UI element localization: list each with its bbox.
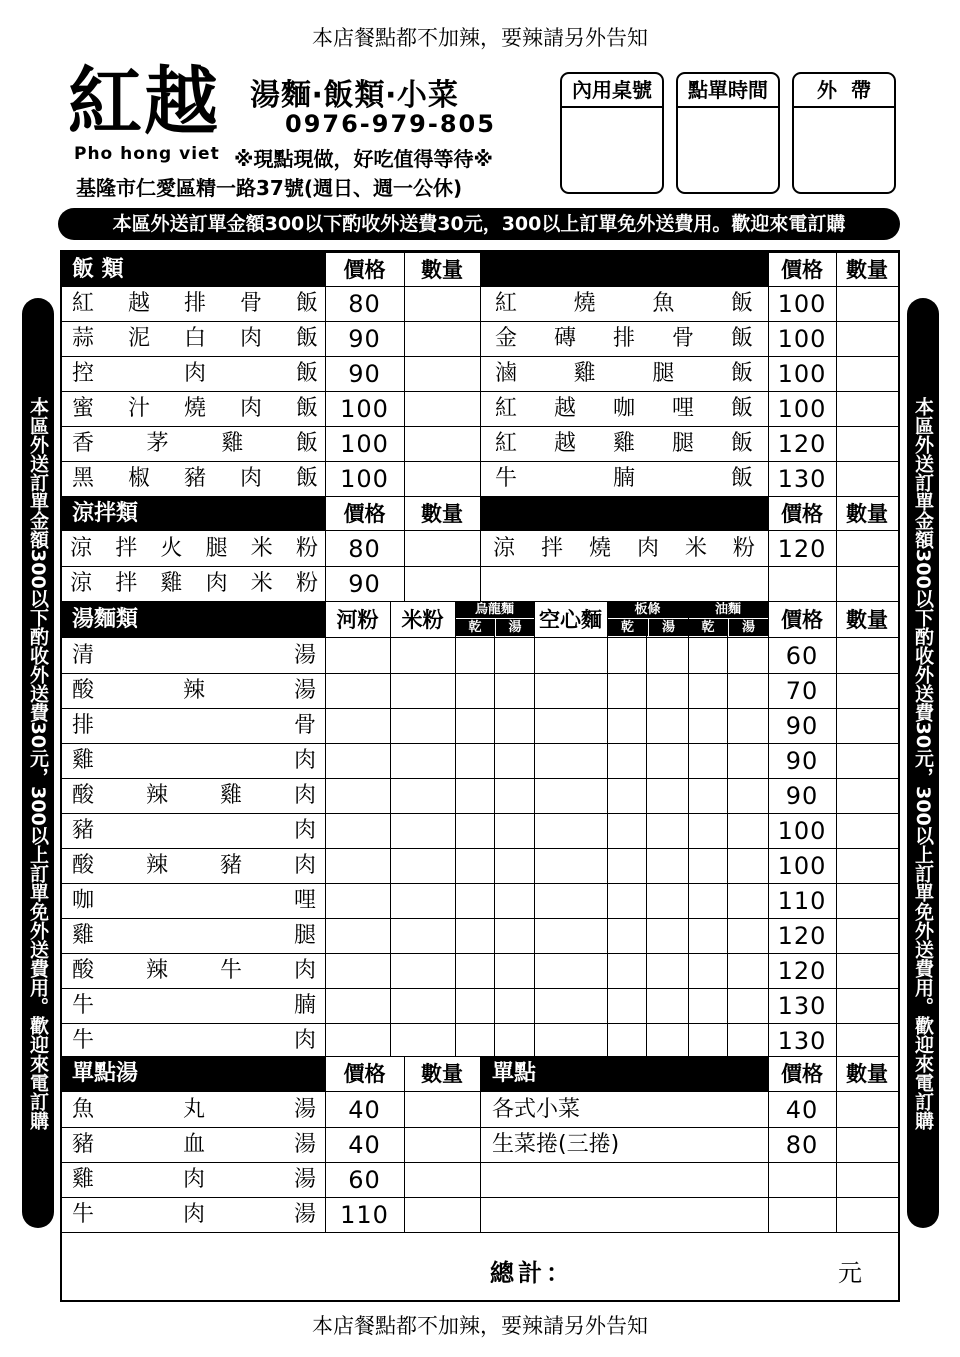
menu-item-price: 40 — [348, 1131, 381, 1159]
address: 基隆市仁愛區精一路37號(週日、週一公休) — [76, 176, 463, 200]
menu-item-name — [72, 1024, 316, 1058]
item-name-char: 雞 — [72, 923, 95, 948]
item-name-char: 雞 — [72, 748, 95, 773]
item-name-char: 越 — [553, 431, 576, 456]
flat-noodle-col-label: 板條 — [634, 602, 661, 617]
macaroni-col-header: 空心麵 — [539, 608, 602, 632]
dine-in-table-box[interactable] — [560, 72, 664, 194]
menu-item-name — [70, 567, 318, 601]
menu-item-name — [72, 919, 316, 953]
item-name-char: 排 — [183, 291, 206, 316]
item-name-char: 湯 — [293, 1097, 316, 1122]
item-name-char: 飯 — [730, 361, 753, 386]
item-name-char: 拌 — [540, 536, 563, 561]
menu-item-price: 90 — [348, 360, 381, 388]
price-header: 價格 — [781, 608, 823, 632]
item-name-char: 粉 — [295, 536, 318, 561]
menu-item-name: 各式小菜 — [492, 1097, 581, 1122]
menu-item-name — [495, 287, 753, 321]
grid-line — [768, 1056, 769, 1232]
item-name-char: 飯 — [730, 326, 753, 351]
currency-label: 元 — [838, 1259, 862, 1287]
menu-item-price: 130 — [777, 992, 827, 1020]
grid-line — [688, 601, 689, 1056]
item-name-char: 拌 — [115, 571, 138, 596]
item-name-char: 飯 — [295, 431, 318, 456]
item-name-char: 茅 — [146, 431, 169, 456]
grid-line — [325, 637, 898, 638]
item-name-char: 牛 — [72, 1028, 95, 1053]
menu-item-name — [72, 849, 316, 883]
menu-item-price: 100 — [777, 325, 827, 353]
menu-item-name — [72, 989, 316, 1023]
item-name-char: 骨 — [293, 713, 316, 738]
menu-item-price: 130 — [777, 465, 827, 493]
item-name-char: 黑 — [72, 466, 95, 491]
menu-item-price: 40 — [785, 1096, 819, 1124]
item-name-char: 磚 — [553, 326, 576, 351]
item-name-char: 紅 — [495, 431, 518, 456]
item-name-char: 咖 — [612, 396, 635, 421]
item-name-char: 酸 — [72, 783, 95, 808]
menu-item-price: 90 — [348, 325, 381, 353]
menu-item-name — [72, 1163, 316, 1197]
menu-item-name — [72, 1128, 316, 1162]
menu-item-name — [72, 639, 316, 673]
dine-in-table-label: 內用桌號 — [562, 74, 662, 108]
menu-item-name — [72, 954, 316, 988]
menu-item-price: 60 — [348, 1166, 381, 1194]
menu-item-name — [72, 1093, 316, 1127]
item-name-char: 紅 — [495, 396, 518, 421]
grid-line — [480, 252, 481, 601]
item-name-char: 辣 — [145, 958, 168, 983]
item-name-char: 豬 — [72, 1132, 95, 1157]
restaurant-logo: 紅越 — [68, 59, 220, 145]
menu-item-price: 130 — [777, 1027, 827, 1055]
item-name-char: 米 — [684, 536, 707, 561]
menu-item-name: 生菜捲(三捲) — [492, 1132, 620, 1157]
item-name-char: 肉 — [182, 1202, 205, 1227]
item-name-char: 涼 — [70, 536, 93, 561]
item-name-char: 牛 — [72, 1202, 95, 1227]
notice-bottom: 本店餐點都不加辣，要辣請另外告知 — [312, 1314, 648, 1338]
item-name-char: 越 — [553, 396, 576, 421]
item-name-char: 涼 — [70, 571, 93, 596]
item-name-char: 粉 — [732, 536, 755, 561]
order-time-label: 點單時間 — [678, 74, 778, 108]
item-name-char: 飯 — [730, 291, 753, 316]
menu-item-price: 60 — [785, 642, 819, 670]
takeout-box[interactable] — [792, 72, 896, 194]
menu-item-name — [495, 427, 753, 461]
dry-label: 乾 — [620, 620, 634, 635]
menu-item-name — [72, 814, 316, 848]
item-name-char: 雞 — [160, 571, 183, 596]
takeout-label: 外 帶 — [794, 74, 894, 108]
item-name-char: 酸 — [72, 853, 95, 878]
grid-line — [480, 1056, 481, 1232]
menu-item-price: 120 — [777, 957, 827, 985]
item-name-char: 咖 — [72, 888, 95, 913]
english-name: Pho hong viet — [74, 144, 220, 164]
order-sheet — [60, 250, 900, 1302]
item-name-char: 排 — [612, 326, 635, 351]
item-name-char: 酸 — [72, 678, 95, 703]
section-title-noodles: 湯麵類 — [72, 607, 139, 632]
menu-item-price: 80 — [785, 1131, 819, 1159]
item-name-char: 豬 — [72, 818, 95, 843]
grid-line — [727, 619, 728, 1056]
grid-line — [404, 1056, 405, 1232]
item-name-char: 滷 — [495, 361, 518, 386]
item-name-char: 哩 — [293, 888, 316, 913]
grid-line — [836, 601, 837, 1056]
menu-item-price: 100 — [777, 817, 827, 845]
item-name-char: 燒 — [573, 291, 596, 316]
grid-line — [325, 1056, 326, 1232]
price-header: 價格 — [343, 502, 386, 526]
item-name-char: 湯 — [293, 1167, 316, 1192]
item-name-char: 肉 — [293, 818, 316, 843]
item-name-char: 白 — [183, 326, 206, 351]
item-name-char: 燒 — [183, 396, 206, 421]
item-name-char: 飯 — [730, 431, 753, 456]
item-name-char: 豬 — [183, 466, 206, 491]
price-header: 價格 — [781, 258, 823, 282]
menu-item-price: 100 — [777, 395, 827, 423]
menu-item-price: 80 — [348, 290, 381, 318]
grid-line — [646, 619, 647, 1056]
item-name-char: 燒 — [588, 536, 611, 561]
item-name-char: 辣 — [182, 678, 205, 703]
item-name-char: 辣 — [145, 783, 168, 808]
grid-line — [404, 252, 405, 601]
item-name-char: 腿 — [293, 923, 316, 948]
item-name-char: 金 — [495, 326, 518, 351]
item-name-char: 飯 — [730, 396, 753, 421]
menu-item-price: 120 — [777, 535, 827, 563]
grid-line — [836, 252, 837, 601]
item-name-char: 粉 — [295, 571, 318, 596]
order-time-box[interactable] — [676, 72, 780, 194]
qty-header: 數量 — [846, 1062, 888, 1086]
dry-label: 乾 — [701, 620, 715, 635]
menu-item-name — [72, 674, 316, 708]
menu-item-name — [72, 779, 316, 813]
item-name-char: 酸 — [72, 958, 95, 983]
menu-item-name — [72, 392, 318, 426]
total-label: 總計： — [490, 1259, 574, 1287]
menu-item-price: 120 — [777, 430, 827, 458]
item-name-char: 雞 — [612, 431, 635, 456]
qty-header: 數量 — [846, 502, 888, 526]
menu-item-name — [72, 744, 316, 778]
item-name-char: 肉 — [293, 958, 316, 983]
grid-line — [768, 252, 769, 601]
item-name-char: 米 — [250, 571, 273, 596]
menu-item-price: 110 — [340, 1201, 389, 1229]
price-header: 價格 — [343, 1062, 386, 1086]
item-name-char: 火 — [160, 536, 183, 561]
qty-header: 數量 — [846, 608, 888, 632]
grid-line — [836, 1056, 837, 1232]
menu-item-price: 100 — [340, 465, 389, 493]
item-name-char: 血 — [182, 1132, 205, 1157]
item-name-char: 飯 — [295, 466, 318, 491]
menu-categories: 湯麵‧飯類‧小菜 — [250, 78, 459, 113]
menu-item-price: 90 — [785, 782, 819, 810]
dry-label: 乾 — [468, 620, 482, 635]
menu-item-price: 40 — [348, 1096, 381, 1124]
item-name-char: 魚 — [652, 291, 675, 316]
item-name-char: 排 — [72, 713, 95, 738]
menu-item-name — [72, 462, 318, 496]
wet-label: 湯 — [741, 620, 755, 635]
grid-line — [768, 601, 769, 1056]
grid-line — [62, 601, 898, 602]
item-name-char: 丸 — [182, 1097, 205, 1122]
menu-item-name — [495, 392, 753, 426]
item-name-char: 牛 — [219, 958, 242, 983]
wet-label: 湯 — [661, 620, 675, 635]
section-title-soups: 單點湯 — [72, 1061, 139, 1086]
item-name-char: 肉 — [293, 783, 316, 808]
item-name-char: 肉 — [293, 1028, 316, 1053]
item-name-char: 骨 — [239, 291, 262, 316]
item-name-char: 肉 — [239, 326, 262, 351]
item-name-char: 飯 — [730, 466, 753, 491]
slogan: ※現點現做，好吃值得等待※ — [234, 147, 493, 171]
menu-item-name — [70, 532, 318, 566]
item-name-char: 蜜 — [72, 396, 95, 421]
item-name-char: 肉 — [239, 466, 262, 491]
menu-item-price: 90 — [348, 570, 381, 598]
item-name-char: 腿 — [205, 536, 228, 561]
item-name-char: 雞 — [573, 361, 596, 386]
section-title-singles: 單點 — [492, 1061, 537, 1086]
notice-top: 本店餐點都不加辣，要辣請另外告知 — [312, 26, 648, 50]
item-name-char: 湯 — [293, 643, 316, 668]
menu-item-name — [72, 357, 318, 391]
menu-item-name — [495, 462, 753, 496]
item-name-char: 辣 — [145, 853, 168, 878]
delivery-banner: 本區外送訂單金額300以下酌收外送費30元，300以上訂單免外送費用。歡迎來電訂購 — [58, 208, 900, 240]
item-name-char: 紅 — [495, 291, 518, 316]
item-name-char: 清 — [72, 643, 95, 668]
item-name-char: 米 — [250, 536, 273, 561]
qty-header: 數量 — [421, 502, 463, 526]
item-name-char: 骨 — [671, 326, 694, 351]
grid-line — [325, 601, 326, 1056]
menu-item-price: 100 — [777, 852, 827, 880]
side-banner-left: 本區外送訂單金額300以下酌收外送費30元，300以上訂單免外送費用。歡迎來電訂購 — [22, 298, 54, 1228]
item-name-char: 牛 — [495, 466, 518, 491]
item-name-char: 牛 — [72, 993, 95, 1018]
item-name-char: 飯 — [295, 361, 318, 386]
menu-item-name — [72, 709, 316, 743]
item-name-char: 椒 — [127, 466, 150, 491]
item-name-char: 肉 — [293, 748, 316, 773]
price-header: 價格 — [781, 502, 823, 526]
menu-item-price: 80 — [348, 535, 381, 563]
item-name-char: 腿 — [652, 361, 675, 386]
udon-col-label: 烏龍麵 — [474, 602, 514, 617]
rice-noodle-col-header: 河粉 — [336, 608, 379, 632]
item-name-char: 腿 — [671, 431, 694, 456]
item-name-char: 肉 — [293, 853, 316, 878]
yellow-noodle-col-label: 油麵 — [714, 602, 741, 617]
menu-item-price: 100 — [340, 395, 389, 423]
menu-item-price: 110 — [777, 887, 827, 915]
menu-item-price: 100 — [777, 360, 827, 388]
item-name-char: 湯 — [293, 1132, 316, 1157]
side-banner-right: 本區外送訂單金額300以下酌收外送費30元，300以上訂單免外送費用。歡迎來電訂購 — [907, 298, 939, 1228]
item-name-char: 飯 — [295, 291, 318, 316]
menu-item-price: 70 — [785, 677, 819, 705]
menu-item-name — [72, 427, 318, 461]
grid-line — [607, 601, 608, 1056]
item-name-char: 飯 — [295, 396, 318, 421]
qty-header: 數量 — [421, 1062, 463, 1086]
menu-item-name — [495, 357, 753, 391]
menu-item-price: 90 — [785, 712, 819, 740]
item-name-char: 泥 — [127, 326, 150, 351]
qty-header: 數量 — [846, 258, 888, 282]
item-name-char: 香 — [72, 431, 95, 456]
menu-item-name — [495, 322, 753, 356]
section-title-cold: 涼拌類 — [72, 501, 139, 526]
grid-line — [494, 619, 495, 1056]
item-name-char: 豬 — [219, 853, 242, 878]
item-name-char: 涼 — [493, 536, 516, 561]
item-name-char: 控 — [72, 361, 95, 386]
item-name-char: 肉 — [183, 361, 206, 386]
grid-line — [455, 601, 456, 1056]
item-name-char: 汁 — [127, 396, 150, 421]
menu-item-name — [72, 322, 318, 356]
item-name-char: 雞 — [72, 1167, 95, 1192]
wet-label: 湯 — [508, 620, 522, 635]
menu-item-name — [72, 287, 318, 321]
menu-item-price: 100 — [777, 290, 827, 318]
price-header: 價格 — [781, 1062, 823, 1086]
vermicelli-col-header: 米粉 — [401, 608, 444, 632]
item-name-char: 哩 — [671, 396, 694, 421]
item-name-char: 肉 — [182, 1167, 205, 1192]
menu-item-price: 100 — [340, 430, 389, 458]
grid-line — [390, 601, 391, 1056]
menu-item-name — [72, 884, 316, 918]
qty-header: 數量 — [421, 258, 463, 282]
item-name-char: 紅 — [72, 291, 95, 316]
item-name-char: 湯 — [293, 678, 316, 703]
grid-line — [325, 252, 326, 601]
menu-item-price: 90 — [785, 747, 819, 775]
item-name-char: 蒜 — [72, 326, 95, 351]
price-header: 價格 — [343, 258, 386, 282]
menu-item-name — [72, 1198, 316, 1232]
phone-number: 0976-979-805 — [285, 110, 496, 138]
item-name-char: 肉 — [636, 536, 659, 561]
item-name-char: 雞 — [219, 783, 242, 808]
item-name-char: 湯 — [293, 1202, 316, 1227]
item-name-char: 越 — [127, 291, 150, 316]
item-name-char: 肉 — [205, 571, 228, 596]
grid-line — [534, 601, 535, 1056]
item-name-char: 腩 — [293, 993, 316, 1018]
item-name-char: 腩 — [612, 466, 635, 491]
item-name-char: 雞 — [221, 431, 244, 456]
menu-item-name — [493, 532, 755, 566]
item-name-char: 拌 — [115, 536, 138, 561]
section-title-rice: 飯 類 — [72, 257, 124, 282]
item-name-char: 肉 — [239, 396, 262, 421]
menu-item-price: 120 — [777, 922, 827, 950]
item-name-char: 飯 — [295, 326, 318, 351]
grid-line — [62, 1232, 898, 1233]
item-name-char: 魚 — [72, 1097, 95, 1122]
